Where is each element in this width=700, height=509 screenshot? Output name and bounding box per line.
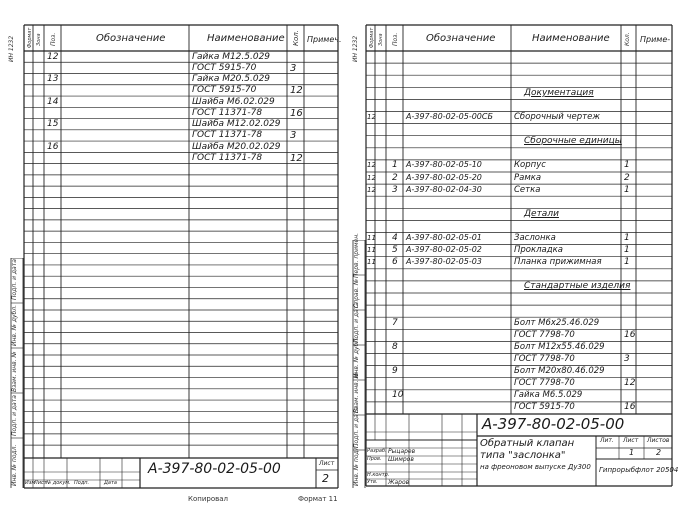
right-row-pos: 1	[392, 160, 398, 171]
right-row-designation: А-397-80-02-05-00СБ	[406, 112, 493, 121]
right-section-heading: Стандартные изделия	[524, 281, 631, 292]
right-margin-label-5: Подп. и дата	[353, 302, 360, 343]
left-row-name: ГОСТ 5915-70	[192, 85, 257, 96]
right-header-qty: Кол.	[624, 32, 631, 46]
left-margin-label-2: Подп. и дата	[11, 395, 18, 436]
right-row-name: Планка прижимная	[514, 257, 602, 268]
right-margin-label-7: Перв. примен.	[353, 232, 360, 278]
left-header-designation: Обозначение	[96, 33, 166, 44]
right-margin-label-1: Инв. № подл.	[353, 444, 360, 486]
left-row-qty: 12	[290, 152, 303, 164]
right-row-qty: 12	[624, 378, 636, 389]
left-row-name: Гайка М20.5.029	[192, 74, 271, 85]
left-sheet	[22, 24, 340, 490]
left-row-name: Шайба М20.02.029	[192, 141, 281, 152]
right-row-name: ГОСТ 7798-70	[514, 329, 575, 340]
right-row-name: Болт М6х25.46.029	[514, 317, 600, 328]
right-sheets-label: Листов	[647, 437, 670, 444]
right-row-pos: 8	[392, 341, 398, 352]
right-margin-label-4: Инв. № дубл.	[353, 336, 360, 378]
left-change-doc: № докум.	[46, 480, 71, 486]
left-margin-label-4: Инв. № дубл.	[11, 304, 18, 346]
right-row-qty: 1	[624, 233, 630, 243]
right-title-line1: Обратный клапан	[480, 438, 575, 449]
right-side-note: ИН 1232	[352, 35, 359, 62]
left-header-qty: Кол.	[292, 30, 300, 46]
right-section-heading: Детали	[524, 208, 559, 219]
left-change-date: Дата	[104, 480, 117, 486]
left-row-name: ГОСТ 11371-78	[192, 107, 263, 118]
right-row-name: Гайка М6.5.029	[514, 390, 583, 401]
left-row-name: ГОСТ 11371-78	[192, 152, 263, 163]
left-footer-copied: Копировал	[188, 495, 228, 503]
left-sheet-number: 2	[322, 472, 329, 485]
right-row-format: 11	[367, 246, 376, 255]
right-row-name: Сетка	[514, 184, 541, 195]
left-header-format: Формат	[27, 27, 33, 48]
right-header-designation: Обозначение	[426, 33, 496, 44]
right-row-designation: А-397-80-02-05-10	[406, 160, 482, 170]
left-header-zone: Зона	[36, 33, 42, 46]
right-approve-label: Утв.	[367, 479, 378, 485]
right-header-name: Наименование	[532, 33, 610, 44]
left-document-code: А-397-80-02-05-00	[148, 461, 281, 477]
right-row-name: ГОСТ 5915-70	[514, 402, 575, 413]
right-sheet-label: Лист	[623, 437, 639, 444]
left-margin-label-5: Подп. и дата	[11, 259, 18, 300]
left-margin-label-1: Инв. № подл.	[11, 444, 18, 486]
right-row-name: Заслонка	[514, 233, 556, 243]
left-row-pos: 14	[47, 96, 59, 107]
right-title-line2: типа "заслонка"	[480, 450, 566, 461]
right-header-zone: Зона	[378, 33, 384, 46]
right-row-format: 12	[367, 113, 376, 121]
left-change-izm: Изм	[25, 480, 36, 486]
left-row-name: Шайба М6.02.029	[192, 96, 275, 107]
right-row-format: 12	[367, 161, 376, 170]
left-row-qty: 3	[290, 62, 297, 74]
right-row-designation: А-397-80-02-04-30	[406, 184, 482, 194]
left-row-name: ГОСТ 5915-70	[192, 62, 257, 73]
right-row-qty: 1	[624, 184, 630, 195]
right-row-pos: 4	[392, 233, 398, 243]
right-norm-label: Н.контр.	[367, 472, 390, 478]
right-row-format: 11	[367, 258, 376, 267]
left-row-pos: 16	[47, 141, 59, 152]
right-row-designation: А-397-80-02-05-01	[406, 233, 482, 242]
right-row-format: 12	[367, 173, 376, 182]
right-row-qty: 16	[624, 402, 636, 413]
left-row-qty: 16	[290, 107, 303, 119]
right-approver: Жаров	[388, 479, 410, 486]
right-row-designation: А-397-80-02-05-02	[406, 245, 482, 255]
right-section-heading: Сборочные единицы	[524, 136, 622, 147]
right-section-heading: Документация	[524, 87, 594, 98]
left-row-pos: 12	[47, 51, 59, 62]
left-row-qty: 3	[290, 130, 297, 142]
right-row-qty: 3	[624, 354, 630, 364]
right-row-name: Болт М20х80.46.029	[514, 366, 605, 377]
right-row-qty: 1	[624, 245, 630, 256]
right-sheet-value: 1	[629, 448, 635, 457]
left-footer-format: Формат 11	[298, 495, 338, 503]
left-row-qty: 12	[290, 85, 303, 97]
right-margin-label-6: Справ. №	[353, 278, 360, 308]
right-row-pos: 9	[392, 366, 398, 377]
right-row-designation: А-397-80-02-05-20	[406, 172, 482, 182]
left-margin-label-3: Взам. инв. №	[11, 351, 18, 392]
left-header-note: Примеч.	[307, 35, 342, 44]
right-row-name: ГОСТ 7798-70	[514, 378, 575, 389]
right-row-qty: 1	[624, 257, 630, 268]
right-row-qty: 2	[624, 172, 630, 183]
left-row-name: Шайба М12.02.029	[192, 119, 281, 130]
right-row-name: Прокладка	[514, 245, 563, 256]
right-row-qty: 16	[624, 329, 636, 340]
left-sheet-label: Лист	[319, 460, 335, 467]
left-row-name: ГОСТ 11371-78	[192, 130, 263, 141]
right-lit-label: Лит.	[600, 437, 614, 444]
right-document-code: А-397-80-02-05-00	[482, 415, 625, 433]
left-header-pos: Поз.	[50, 32, 57, 46]
right-header-note: Приме-	[640, 35, 671, 44]
right-developer: Рыцарев	[388, 448, 416, 455]
left-change-list: Лист	[34, 480, 47, 486]
right-sheets-value: 2	[656, 448, 662, 457]
right-row-name: Корпус	[514, 160, 546, 171]
right-row-name: Рамка	[514, 172, 542, 183]
right-checker: Шимров	[388, 456, 414, 463]
right-margin-label-3: Взам. инв. №	[353, 372, 360, 413]
right-organization: Гипрорыбфлот 20504	[599, 466, 679, 474]
right-header-pos: Поз.	[392, 32, 399, 46]
right-row-pos: 6	[392, 257, 398, 268]
right-row-pos: 3	[392, 184, 398, 195]
left-change-sign: Подп.	[74, 480, 90, 486]
right-checker-label: Пров.	[367, 456, 382, 462]
left-header-name: Наименование	[207, 33, 285, 44]
right-row-pos: 5	[392, 245, 398, 256]
left-row-name: Гайка М12.5.029	[192, 51, 271, 62]
right-row-format: 12	[367, 185, 376, 194]
right-row-pos: 7	[392, 317, 398, 328]
right-title-line3: на фреоновом выпуске Ду300	[480, 463, 591, 471]
right-row-name: Сборочный чертеж	[514, 112, 600, 122]
right-row-format: 11	[367, 234, 376, 242]
right-row-qty: 1	[624, 160, 630, 171]
right-row-name: Болт М12х55.46.029	[514, 341, 605, 352]
right-row-designation: А-397-80-02-05-03	[406, 257, 482, 267]
right-row-pos: 2	[392, 172, 398, 183]
right-row-name: ГОСТ 7798-70	[514, 354, 575, 364]
right-developer-label: Разраб.	[367, 448, 387, 454]
right-row-pos: 10	[392, 390, 404, 401]
left-row-pos: 13	[47, 74, 59, 85]
right-sheet	[364, 24, 679, 490]
right-margin-label-2: Подп. и дата	[353, 407, 360, 448]
right-header-format: Формат	[369, 27, 375, 48]
left-side-note: ИН 1232	[8, 35, 15, 62]
left-row-pos: 15	[47, 119, 59, 130]
